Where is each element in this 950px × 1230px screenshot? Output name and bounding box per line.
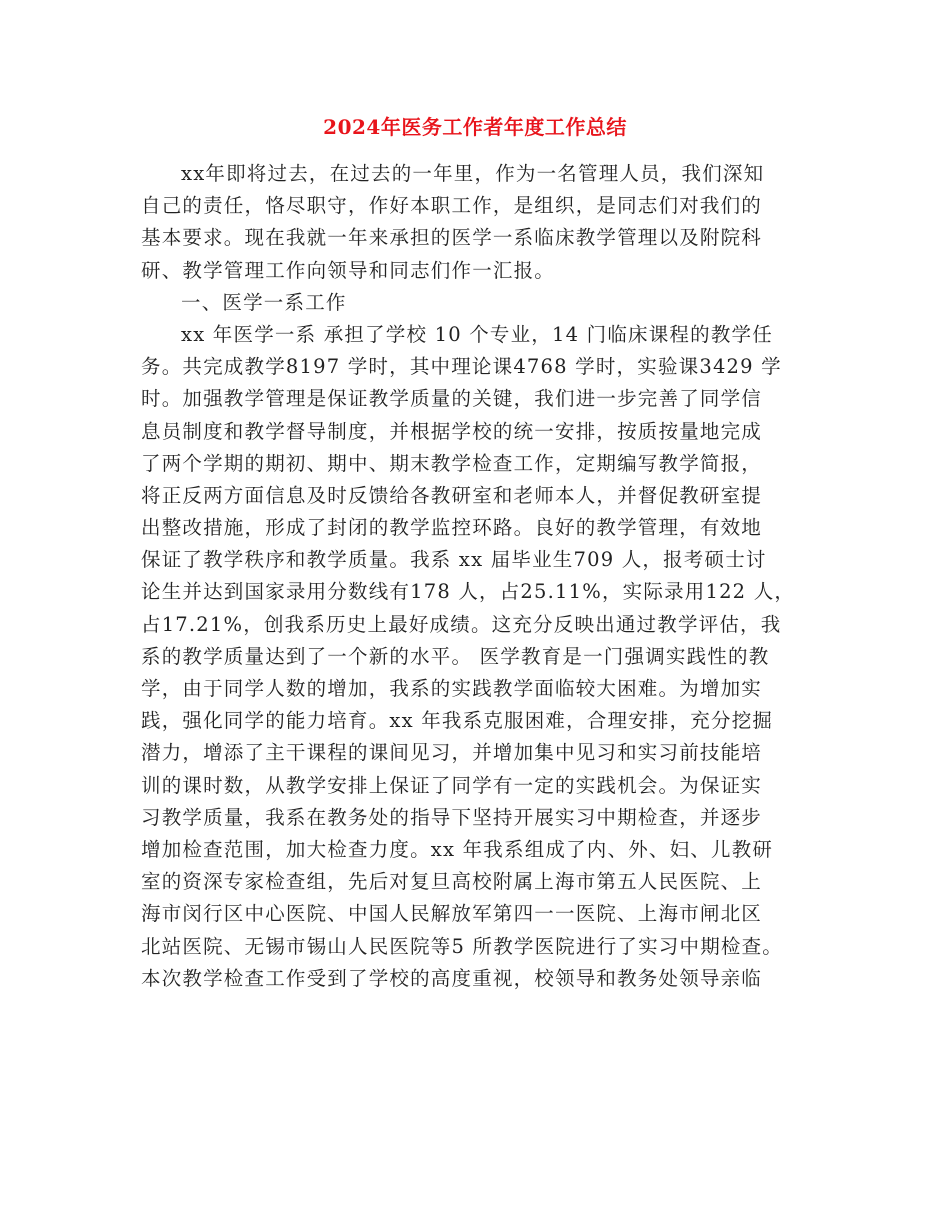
paragraph-line: 海市闵行区中心医院、中国人民解放军第四一一医院、上海市闸北区 bbox=[141, 902, 763, 926]
paragraph-line: 自己的责任，恪尽职守，作好本职工作，是组织，是同志们对我们的 bbox=[141, 194, 763, 218]
paragraph-line: xx年即将过去，在过去的一年里，作为一名管理人员，我们深知 bbox=[181, 162, 765, 185]
paragraph-line: 时。加强教学管理是保证教学质量的关键，我们进一步完善了同学信 bbox=[141, 387, 763, 411]
paragraph-line: 北站医院、无锡市锡山人民医院等5 所教学医院进行了实习中期检查。 bbox=[141, 934, 784, 958]
paragraph-line: 学，由于同学人数的增加，我系的实践教学面临较大困难。为增加实 bbox=[141, 677, 763, 700]
paragraph-line: 研、教学管理工作向领导和同志们作一汇报。 bbox=[141, 258, 556, 282]
paragraph-line: 践，强化同学的能力培育。xx 年我系克服困难，合理安排，充分挖掘 bbox=[141, 709, 774, 733]
paragraph-line: 增加检查范围，加大检查力度。xx 年我系组成了内、外、妇、儿教研 bbox=[141, 837, 774, 861]
paragraph-line: 保证了教学秩序和教学质量。我系 xx 届毕业生709 人，报考硕士讨 bbox=[141, 548, 767, 572]
paragraph-line: 占17.21%，创我系历史上最好成绩。这充分反映出通过教学评估，我 bbox=[141, 612, 782, 636]
section-heading: 一、医学一系工作 bbox=[181, 290, 347, 314]
document-title: 2024年医务工作者年度工作总结 bbox=[323, 115, 627, 139]
paragraph-line: 室的资深专家检查组，先后对复旦高校附属上海市第五人民医院、上 bbox=[141, 870, 763, 894]
paragraph-line: 潜力，增添了主干课程的课间见习，并增加集中见习和实习前技能培 bbox=[141, 741, 763, 765]
paragraph-line: 将正反两方面信息及时反馈给各教研室和老师本人，并督促教研室提 bbox=[141, 483, 763, 507]
paragraph-line: 息员制度和教学督导制度，并根据学校的统一安排，按质按量地完成 bbox=[141, 419, 763, 443]
paragraph-line: 本次教学检查工作受到了学校的高度重视，校领导和教务处领导亲临 bbox=[141, 966, 763, 990]
document-body bbox=[141, 158, 821, 995]
paragraph-line: 了两个学期的期初、期中、期末教学检查工作，定期编写教学简报， bbox=[141, 451, 763, 475]
paragraph-line: xx 年医学一系 承担了学校 10 个专业，14 门临床课程的教学任 bbox=[181, 322, 773, 346]
paragraph-line: 基本要求。现在我就一年来承担的医学一系临床教学管理以及附院科 bbox=[141, 226, 763, 250]
paragraph-line: 务。共完成教学8197 学时，其中理论课4768 学时，实验课3429 学 bbox=[141, 355, 782, 379]
paragraph-line: 出整改措施，形成了封闭的教学监控环路。良好的教学管理，有效地 bbox=[141, 516, 763, 540]
paragraph-line: 论生并达到国家录用分数线有178 人，占25.11%，实际录用122 人， bbox=[141, 580, 796, 604]
paragraph-line: 习教学质量，我系在教务处的指导下坚持开展实习中期检查，并逐步 bbox=[141, 805, 763, 829]
paragraph-line: 训的课时数，从教学安排上保证了同学有一定的实践机会。为保证实 bbox=[141, 773, 763, 797]
paragraph-line: 系的教学质量达到了一个新的水平。 医学教育是一门强调实践性的教 bbox=[141, 644, 770, 668]
